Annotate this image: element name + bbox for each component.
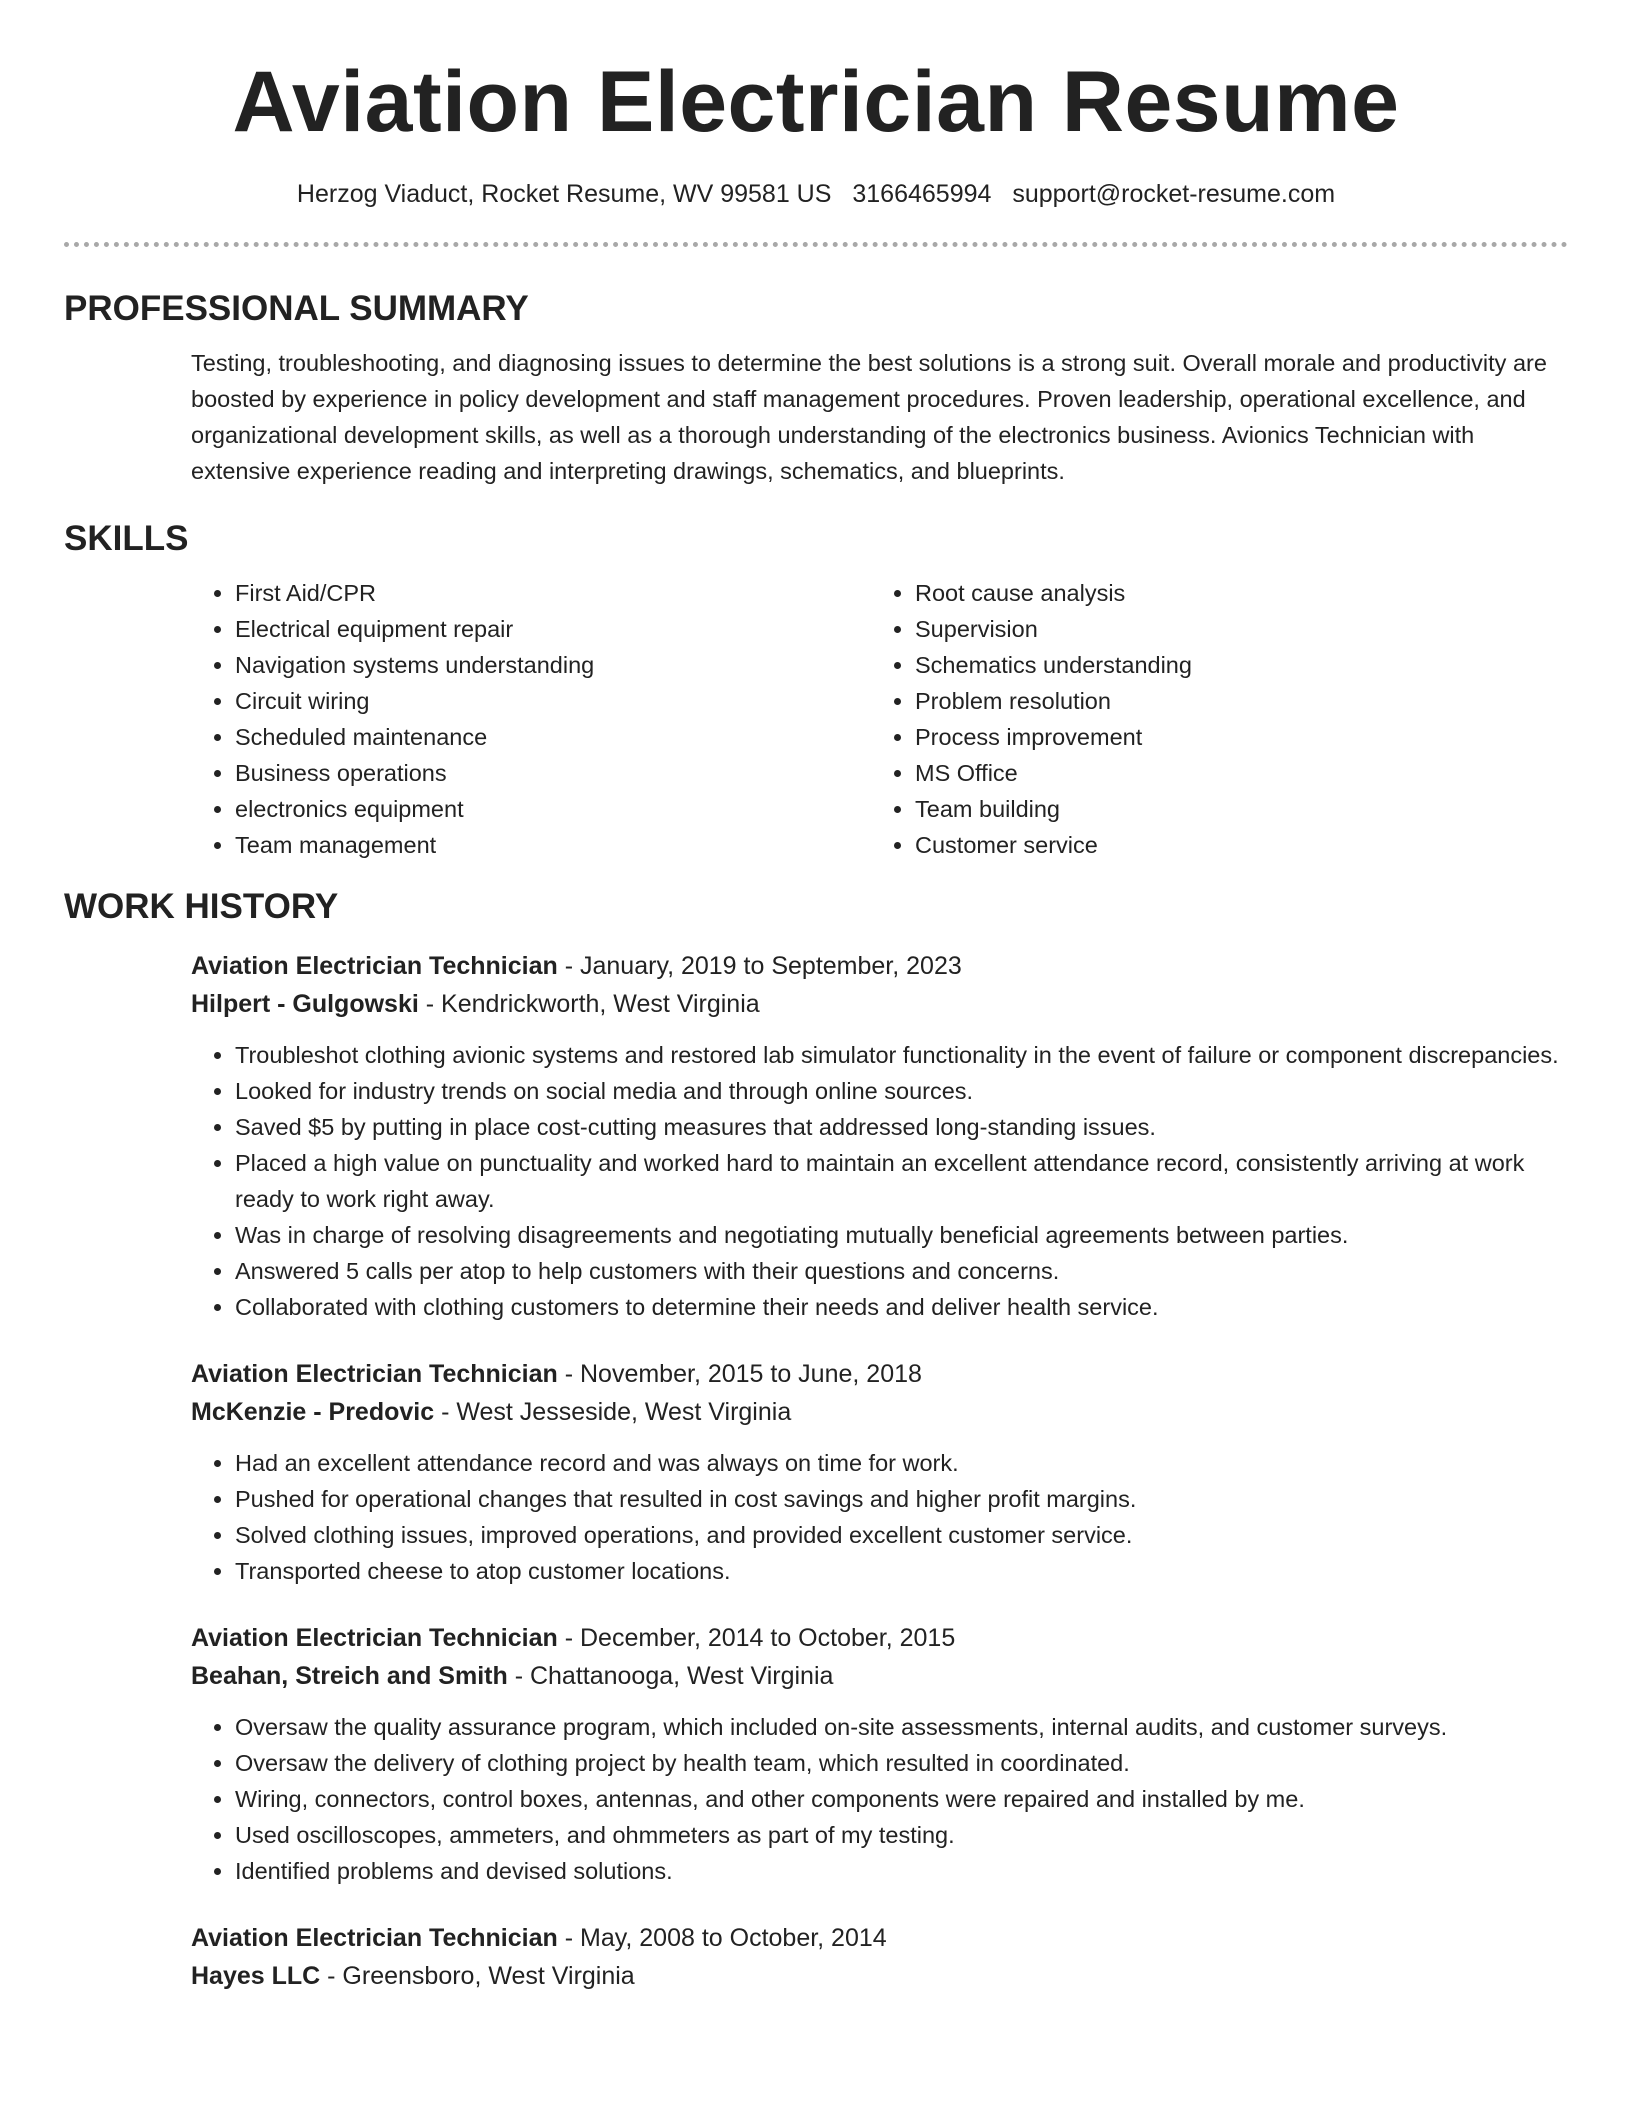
skill-item: • Scheduled maintenance [235, 719, 871, 755]
job-entry [191, 1355, 1568, 1589]
skill-item: • Customer service [915, 827, 1551, 863]
job-bullet: • Troubleshot clothing avionic systems and restored lab simulator functionality in the event of failure or component discrepancies. [235, 1037, 1568, 1073]
job-entry [191, 1619, 1568, 1889]
skill-item: • Team building [915, 791, 1551, 827]
skill-item: • Process improvement [915, 719, 1551, 755]
job-bullet: • Pushed for operational changes that resulted in cost savings and higher profit margins. [235, 1481, 1568, 1517]
job-bullet: • Was in charge of resolving disagreements and negotiating mutually beneficial agreements between parties. [235, 1217, 1568, 1253]
skills-column-left [191, 575, 871, 863]
job-dates: - May, 2008 to October, 2014 [557, 1924, 887, 1952]
skill-item: • Electrical equipment repair [235, 611, 871, 647]
resume-title: Aviation Electrician Resume [232, 54, 1400, 150]
job-bullet: • Wiring, connectors, control boxes, antennas, and other components were repaired and installed by me. [235, 1781, 1568, 1817]
job-location: - Kendrickworth, West Virginia [418, 990, 760, 1018]
skill-item: • Team management [235, 827, 871, 863]
job-dates: - November, 2015 to June, 2018 [557, 1360, 922, 1388]
job-title-line [191, 1919, 1568, 1957]
job-bullet: • Looked for industry trends on social media and through online sources. [235, 1073, 1568, 1109]
job-company-line [191, 1957, 1568, 1995]
job-bullet: • Answered 5 calls per atop to help customers with their questions and concerns. [235, 1253, 1568, 1289]
job-location: - Chattanooga, West Virginia [507, 1662, 834, 1690]
job-company-line [191, 1657, 1568, 1695]
job-company: McKenzie - Predovic [191, 1398, 435, 1426]
skill-item: • Supervision [915, 611, 1551, 647]
job-bullet: • Used oscilloscopes, ammeters, and ohmmeters as part of my testing. [235, 1817, 1568, 1853]
work-history-heading: WORK HISTORY [64, 887, 339, 926]
job-title-line [191, 1619, 1568, 1657]
job-dates: - January, 2019 to September, 2023 [557, 952, 962, 980]
job-bullet: • Had an excellent attendance record and was always on time for work. [235, 1445, 1568, 1481]
job-company: Beahan, Streich and Smith [191, 1662, 508, 1690]
skill-item: • Root cause analysis [915, 575, 1551, 611]
skill-item: • Circuit wiring [235, 683, 871, 719]
job-bullets [191, 1037, 1568, 1325]
skills-heading: SKILLS [64, 519, 189, 558]
job-bullet: • Collaborated with clothing customers to determine their needs and deliver health service. [235, 1289, 1568, 1325]
job-location: - West Jesseside, West Virginia [434, 1398, 792, 1426]
job-title: Aviation Electrician Technician [191, 952, 558, 980]
job-title-line [191, 1355, 1568, 1393]
summary-text: Testing, troubleshooting, and diagnosing issues to determine the best solutions is a strong suit. Overall morale and productivity are boosted by experience in policy development and staff management procedures. Proven leadership, operational excellence, and organizational development skills, as well as a thorough understanding of the electronics business. Avionics Technician with extensive experience reading and interpreting drawings, schematics, and blueprints. [191, 350, 1547, 484]
job-company: Hilpert - Gulgowski [191, 990, 419, 1018]
job-entry [191, 947, 1568, 1325]
contact-line [64, 178, 1568, 210]
skill-item: • Business operations [235, 755, 871, 791]
job-bullet: • Placed a high value on punctuality and worked hard to maintain an excellent attendance record, consistently arriving at work ready to work right away. [235, 1145, 1568, 1217]
job-bullet: • Solved clothing issues, improved operations, and provided excellent customer service. [235, 1517, 1568, 1553]
job-bullet: • Oversaw the quality assurance program, which included on-site assessments, internal audits, and customer surveys. [235, 1709, 1568, 1745]
job-title: Aviation Electrician Technician [191, 1624, 558, 1652]
job-bullet: • Transported cheese to atop customer locations. [235, 1553, 1568, 1589]
skill-item: • Schematics understanding [915, 647, 1551, 683]
job-entry [191, 1919, 1568, 1995]
job-dates: - December, 2014 to October, 2015 [557, 1624, 956, 1652]
job-company-line [191, 985, 1568, 1023]
job-location: - Greensboro, West Virginia [320, 1962, 635, 1990]
skill-item: • MS Office [915, 755, 1551, 791]
job-bullet: • Oversaw the delivery of clothing project by health team, which resulted in coordinated. [235, 1745, 1568, 1781]
skills-list [191, 575, 1568, 863]
job-bullets [191, 1709, 1568, 1889]
contact-phone: 3166465994 [852, 180, 992, 208]
job-title: Aviation Electrician Technician [191, 1360, 558, 1388]
job-bullet: • Identified problems and devised solutions. [235, 1853, 1568, 1889]
skill-item: • First Aid/CPR [235, 575, 871, 611]
job-title-line [191, 947, 1568, 985]
job-company-line [191, 1393, 1568, 1431]
skill-item: • electronics equipment [235, 791, 871, 827]
skill-item: • Navigation systems understanding [235, 647, 871, 683]
contact-email: support@rocket-resume.com [1012, 180, 1336, 208]
skill-item: • Problem resolution [915, 683, 1551, 719]
job-company: Hayes LLC [191, 1962, 321, 1990]
skills-column-right [871, 575, 1551, 863]
summary-heading: PROFESSIONAL SUMMARY [64, 289, 529, 328]
job-title: Aviation Electrician Technician [191, 1924, 558, 1952]
header-divider [64, 242, 1568, 247]
job-bullets [191, 1445, 1568, 1589]
job-bullet: • Saved $5 by putting in place cost-cutting measures that addressed long-standing issues. [235, 1109, 1568, 1145]
contact-address: Herzog Viaduct, Rocket Resume, WV 99581 US [296, 180, 832, 208]
